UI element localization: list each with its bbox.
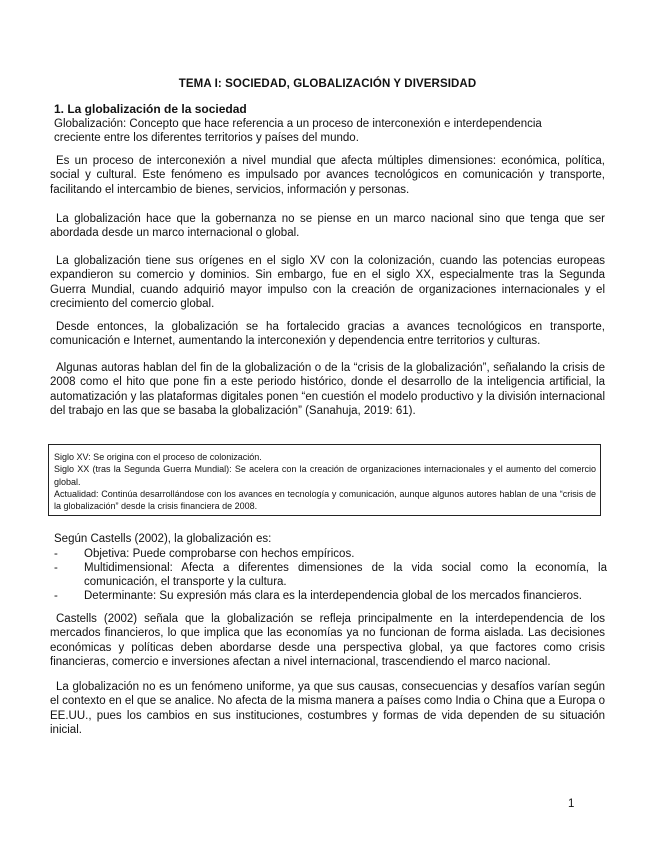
paragraph-origins: La globalización tiene sus orígenes en el siglo XV con la colonización, cuando las potencias europeas expandieron su comercio y dominios. Sin embargo, fue en el siglo XX, especialmente tras la Segunda Guerra Mundial, cuando adquirió mayor impulso con la creación de organizaciones internacionales y el crecimiento del comercio global.	[50, 255, 605, 310]
paragraph-governance: La globalización hace que la gobernanza no se piense en un marco nacional sino que tenga que ser abordada desde un marco internacional o global.	[50, 213, 605, 240]
castells-list	[54, 547, 607, 603]
castells-intro: Según Castells (2002), la globalización es:	[54, 533, 272, 545]
list-item-text: Objetiva: Puede comprobarse con hechos empíricos.	[84, 548, 355, 560]
list-item-text: Determinante: Su expresión más clara es la interdependencia global de los mercados financieros.	[84, 590, 582, 602]
list-item	[54, 547, 607, 561]
list-dash: -	[54, 548, 58, 560]
paragraph-non-uniform: La globalización no es un fenómeno uniforme, ya que sus causas, consecuencias y desafíos varían según el contexto en el que se analice. No afecta de la misma manera a países como India o China que a Europa o EE.UU., pues los cambios en sus instituciones, costumbres y formas de vida dependen de su situación inicial.	[50, 681, 605, 736]
box-line-xv: Siglo XV: Se origina con el proceso de colonización.	[54, 452, 262, 462]
box-line-current: Actualidad: Continúa desarrollándose con los avances en tecnología y comunicación, aunque algunos autores hablan de una “crisis de la globalización” desde la crisis financiera de 2008.	[54, 488, 596, 512]
paragraph-since-then: Desde entonces, la globalización se ha fortalecido gracias a avances tecnológicos en transporte, comunicación e Internet, aumentando la interconexión y dependencia entre territorios y culturas.	[50, 321, 605, 348]
list-item	[54, 561, 607, 589]
paragraph-end-of-globalization: Algunas autoras hablan del fin de la globalización o de la “crisis de la globalización”, señalando la crisis de 2008 como el hito que pone fin a este periodo histórico, donde el desarrollo de la inteligencia artificial, la automatización y las plataformas digitales ponen “en cuestión el modelo productivo y la división internacional del trabajo en las que se basaba la globalización” (Sanahuja, 2019: 61).	[50, 362, 605, 417]
section-heading: 1. La globalización de la sociedad	[54, 102, 247, 116]
list-item-text: Multidimensional: Afecta a diferentes dimensiones de la vida social como la economía, la comunicación, el transporte y la cultura.	[84, 562, 607, 588]
document-title: TEMA I: SOCIEDAD, GLOBALIZACIÓN Y DIVERSIDAD	[178, 78, 477, 90]
list-dash: -	[54, 562, 58, 574]
definition-text: Globalización: Concepto que hace referencia a un proceso de interconexión e interdependencia creciente entre los diferentes territorios y países del mundo.	[54, 118, 542, 144]
paragraph-castells-markets: Castells (2002) señala que la globalización se refleja principalmente en la interdependencia de los mercados financieros, lo que implica que las economías ya no funcionan de forma aislada. Las decisiones económicas y políticas deben abordarse desde una perspectiva global, ya que factores como crisis financieras, comercio e inversiones afectan a nivel internacional, trascendiendo el marco nacional.	[50, 613, 605, 668]
list-item	[54, 589, 607, 603]
paragraph-dimensions: Es un proceso de interconexión a nivel mundial que afecta múltiples dimensiones: económica, política, social y cultural. Este fenómeno es impulsado por avances tecnológicos en comunicación y transporte, facilitando el intercambio de bienes, servicios, información y personas.	[50, 155, 605, 196]
box-line-xx: Siglo XX (tras la Segunda Guerra Mundial): Se acelera con la creación de organizaciones internacionales y el aumento del comercio global.	[54, 464, 596, 487]
page-number: 1	[568, 798, 575, 810]
timeline-summary-box	[48, 444, 601, 516]
list-dash: -	[54, 590, 58, 602]
